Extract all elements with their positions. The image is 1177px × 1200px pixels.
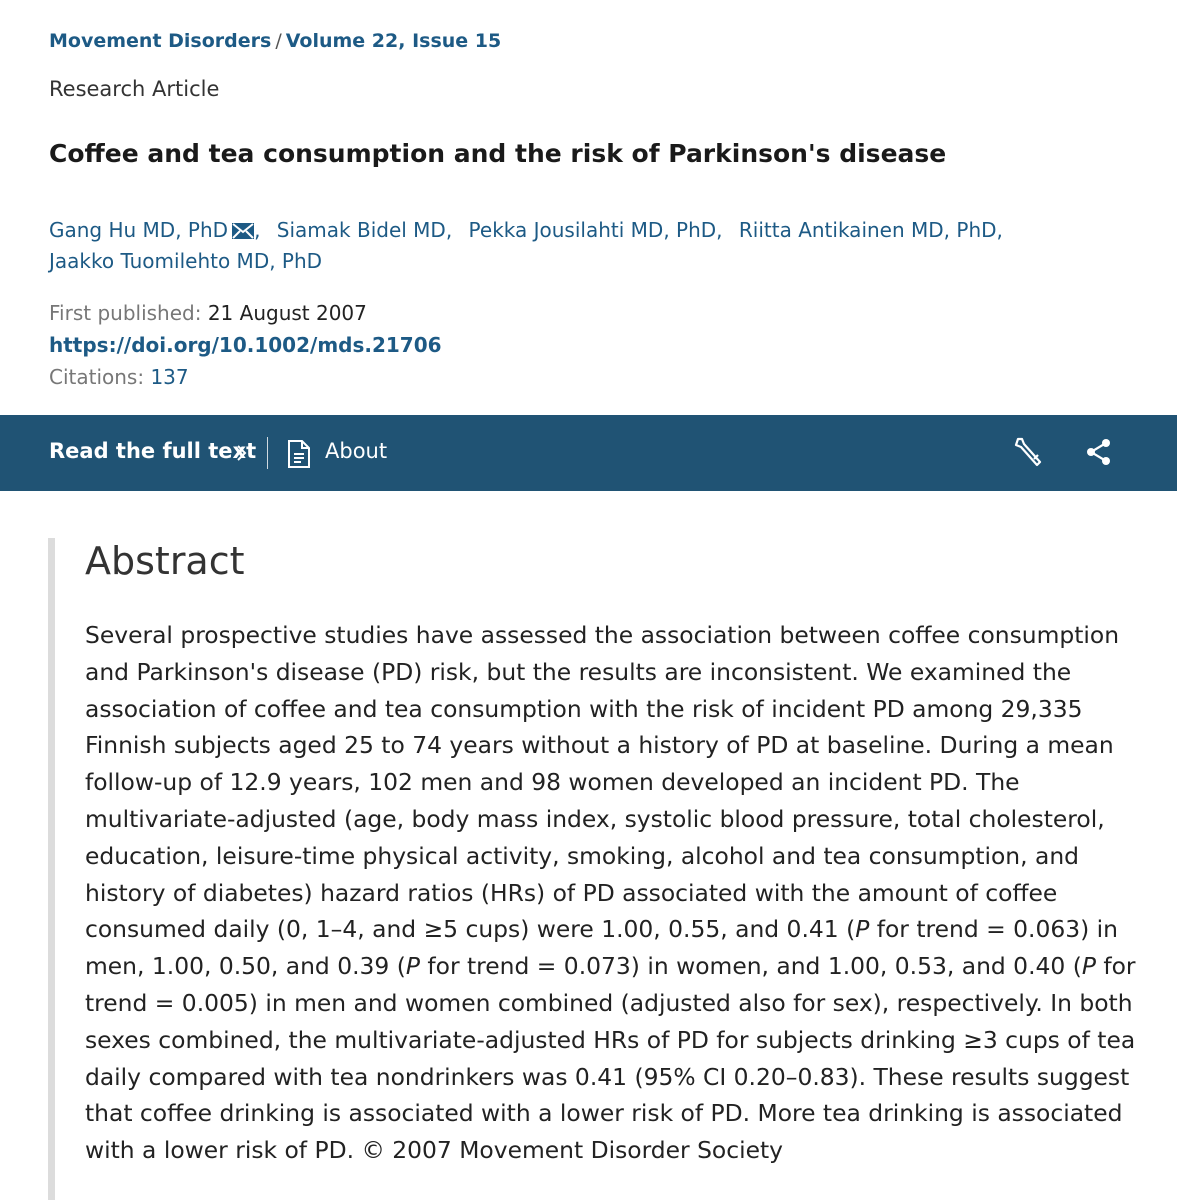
author-item: [469, 218, 717, 242]
abstract-accent-bar: [48, 538, 55, 1200]
author-link[interactable]: Jaakko Tuomilehto MD, PhD: [49, 249, 323, 273]
breadcrumb-separator: /: [275, 30, 282, 52]
author-link[interactable]: Riitta Antikainen MD, PhD: [738, 218, 997, 242]
citations-row: [49, 361, 442, 393]
first-published-label: First published:: [49, 301, 202, 325]
wrench-icon[interactable]: [1012, 435, 1046, 469]
citations-label: Citations:: [49, 365, 145, 389]
author-separator: ,: [254, 218, 261, 242]
author-item: [49, 218, 254, 242]
author-link[interactable]: Gang Hu MD, PhD: [49, 218, 229, 242]
author-item: [277, 218, 446, 242]
author-link[interactable]: Pekka Jousilahti MD, PhD: [468, 218, 717, 242]
author-list: [49, 215, 1049, 277]
about-button[interactable]: About: [325, 439, 388, 463]
share-icon[interactable]: [1084, 437, 1114, 467]
abstract-p-symbol: P: [855, 915, 870, 944]
abstract-p-symbol: P: [1081, 952, 1096, 981]
read-full-text-button[interactable]: Read the full text: [49, 439, 257, 463]
author-separator: ,: [716, 218, 723, 242]
doi-link[interactable]: https://doi.org/10.1002/mds.21706: [49, 333, 442, 357]
article-type: Research Article: [49, 77, 220, 101]
chevron-right-icon[interactable]: [235, 444, 247, 462]
breadcrumb-journal-link[interactable]: Movement Disorders: [49, 30, 272, 52]
article-title: Coffee and tea consumption and the risk of Parkinson's disease: [49, 139, 947, 168]
author-item: [739, 218, 997, 242]
abstract-text-part: Several prospective studies have assessed the association between coffee consumption and Parkinson's disease (PD) risk, but the results are inconsistent. We examined the association of coffee and tea consumption with the risk of incident PD among 29,335 Finnish subjects aged 25 to 74 years without a history of PD at baseline. During a mean follow-up of 12.9 years, 102 men and 98 women developed an incident PD. The multivariate-adjusted (age, body mass index, systolic blood pressure, total cholesterol, education, leisure-time physical activity, smoking, alcohol and tea consumption, and history of diabetes) hazard ratios (HRs) of PD associated with the amount of coffee consumed daily (0, 1–4, and ≥5 cups) were 1.00, 0.55, and 0.41 (: [85, 621, 1120, 944]
toolbar-divider: [267, 437, 268, 469]
author-item: [49, 249, 322, 273]
breadcrumb: [49, 30, 501, 52]
author-link[interactable]: Siamak Bidel MD: [276, 218, 446, 242]
document-icon[interactable]: [286, 439, 312, 469]
abstract-text-part: for trend = 0.005) in men and women combined (adjusted also for sex), respectively. In both sexes combined, the multivariate-adjusted HRs of PD for subjects drinking ≥3 cups of tea daily compared with tea nondrinkers was 0.41 (95% CI 0.20–0.83). These results suggest that coffee drinking is associated with a lower risk of PD. More tea drinking is associated with a lower risk of PD. © 2007 Movement Disorder Society: [85, 952, 1136, 1165]
citations-count-link[interactable]: 137: [150, 365, 189, 389]
article-toolbar: [0, 415, 1177, 491]
publication-info: [49, 297, 442, 393]
breadcrumb-issue-link[interactable]: Volume 22, Issue 15: [285, 30, 502, 52]
abstract-text-part: for trend = 0.073) in women, and 1.00, 0.53, and 0.40 (: [419, 952, 1082, 981]
author-separator: ,: [996, 218, 1003, 242]
first-published-date: 21 August 2007: [207, 301, 367, 325]
abstract-text-part: for trend = 0.063) in men, 1.00, 0.50, and 0.39 (: [85, 915, 1118, 981]
doi-row: [49, 329, 442, 361]
mail-icon[interactable]: [232, 223, 254, 239]
first-published-row: [49, 297, 442, 329]
abstract-p-symbol: P: [405, 952, 420, 981]
author-separator: ,: [445, 218, 453, 242]
abstract-heading: Abstract: [85, 539, 245, 583]
abstract-text: [85, 617, 1145, 1169]
